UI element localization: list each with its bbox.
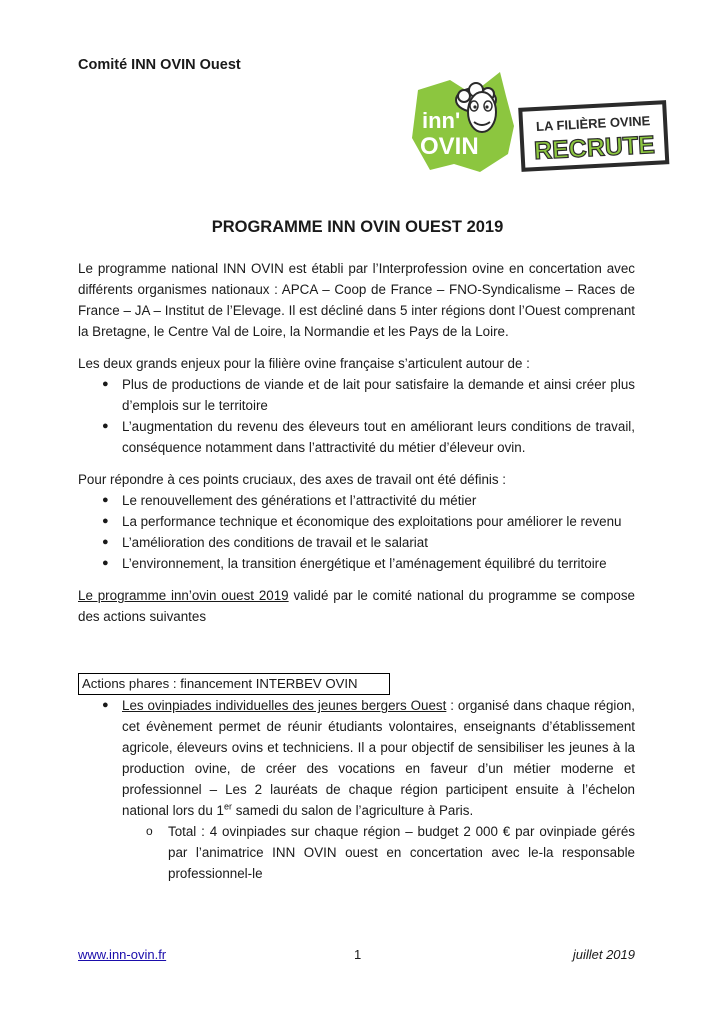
programme-underlined: Le programme inn’ovin ouest 2019 <box>78 588 289 603</box>
page-number: 1 <box>354 947 362 962</box>
bullet-icon: ● <box>102 378 109 390</box>
logo-innovin-line1: inn' <box>422 108 461 133</box>
page-footer <box>78 947 635 967</box>
action-title: Les ovinpiades individuelles des jeunes bergers Ouest <box>122 698 447 713</box>
intro-paragraph: Le programme national INN OVIN est établi par l’Interprofession ovine en concertation avec différents organismes nationaux : APCA – Coop de France – FNO-Syndicalisme – Races de France – JA – Institut de l’Elevage. Il est décliné dans 5 inter régions dont l’Ouest comprenant la Bretagne, le Centre Val de Loire, la Normandie et les Pays de la Loire. <box>78 261 635 339</box>
logo-recrute-line1: LA FILIÈRE OVINE <box>535 113 651 135</box>
list-item: ● Le renouvellement des générations et l’attractivité du métier <box>78 490 635 511</box>
axes-lead: Pour répondre à ces points cruciaux, des axes de travail ont été définis : <box>78 472 506 487</box>
document-title: PROGRAMME INN OVIN OUEST 2019 <box>211 218 504 236</box>
bullet-icon: ● <box>102 699 109 711</box>
list-item: ● L’augmentation du revenu des éleveurs tout en améliorant leurs conditions de travail, conséquence notamment dans l’attractivité du métier d’éleveur ovin. <box>78 416 635 458</box>
recrute-stamp <box>520 102 667 169</box>
list-item: ● La performance technique et économique des exploitations pour améliorer le revenu <box>78 511 635 532</box>
actions-section-box: Actions phares : financement INTERBEV OVIN <box>78 673 390 695</box>
bullet-icon: ● <box>102 536 109 548</box>
bullet-icon: ● <box>102 557 109 569</box>
logo-recrute-line2: RECRUTE <box>533 130 656 166</box>
document-body <box>78 258 635 884</box>
logo-innovin-line2: OVIN <box>420 133 479 160</box>
organization-header: Comité INN OVIN Ouest <box>78 57 241 73</box>
website-link[interactable]: www.inn-ovin.fr <box>78 947 167 962</box>
circle-bullet-icon: o <box>146 824 153 838</box>
footer-date: juillet 2019 <box>572 947 635 962</box>
axes-list <box>78 490 635 574</box>
programme-paragraph <box>78 585 635 627</box>
enjeux-list <box>78 374 635 458</box>
bullet-icon: ● <box>102 494 109 506</box>
list-item: o Total : 4 ovinpiades sur chaque région – budget 2 000 € par ovinpiade gérés par l’animatrice INN OVIN ouest en concertation avec le-la responsable professionnel-le <box>78 821 635 884</box>
logo-area <box>410 66 672 178</box>
enjeux-lead: Les deux grands enjeux pour la filière ovine française s’articulent autour de : <box>78 356 530 371</box>
bullet-icon: ● <box>102 420 109 432</box>
action-sub-list <box>78 821 635 884</box>
actions-list <box>78 695 635 821</box>
programme-rest: validé par le comité national du programme se compose des actions suivantes <box>78 588 635 624</box>
bullet-icon: ● <box>102 515 109 527</box>
list-item: ● Les ovinpiades individuelles des jeunes bergers Ouest : organisé dans chaque région, cet évènement permet de réunir étudiants volontaires, enseignants d’établissement agricole, éleveurs ovins et techniciens. Il a pour objectif de sensibiliser les jeunes à la production ovine, de créer des vocations en faveur d’un métier moderne et professionnel – Les 2 lauréats de chaque région participent ensuite à l’échelon national lors du 1er samedi du salon de l’agriculture à Paris. <box>78 695 635 821</box>
list-item: ● L’amélioration des conditions de travail et le salariat <box>78 532 635 553</box>
list-item: ● L’environnement, la transition énergétique et l’aménagement équilibré du territoire <box>78 553 635 574</box>
list-item: ● Plus de productions de viande et de lait pour satisfaire la demande et ainsi créer plus d’emplois sur le territoire <box>78 374 635 416</box>
inn-ovin-recrute-logo <box>410 66 672 178</box>
